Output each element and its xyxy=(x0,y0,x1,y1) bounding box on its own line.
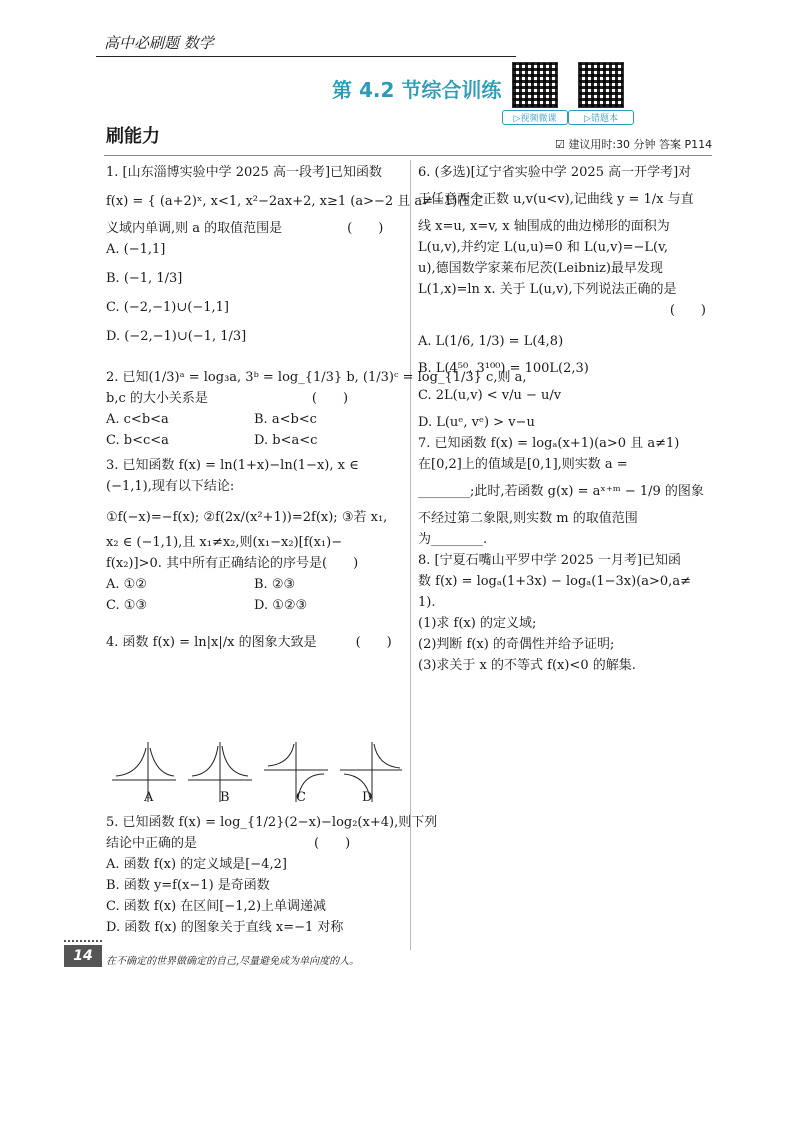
q8-line: 1). xyxy=(418,595,436,610)
left-column-bottom xyxy=(106,812,438,938)
q8-line: 8. [宁夏石嘴山平罗中学 2025 一月考]已知函 xyxy=(418,553,682,568)
q6-line: 线 x=u, x=v, x 轴围成的曲边梯形的面积为 xyxy=(418,219,670,234)
q4-graphs xyxy=(112,740,402,806)
q3-options xyxy=(106,574,402,595)
section-title: 第 4.2 节综合训练 xyxy=(332,78,502,102)
q2-option: A. c<b<a xyxy=(106,412,169,427)
graph-label: A xyxy=(144,790,154,805)
q5-option: D. 函数 f(x) 的图象关于直线 x=−1 对称 xyxy=(106,920,344,935)
q3-options xyxy=(106,595,402,616)
q7-line: ________;此时,若函数 g(x) = aˣ⁺ᵐ − 1/9 的图象 xyxy=(418,484,704,499)
q2-option: C. b<c<a xyxy=(106,433,169,448)
right-column xyxy=(418,162,714,676)
qr-code-video xyxy=(512,62,558,108)
q2-option: B. a<b<c xyxy=(254,412,317,427)
q5-line: 结论中正确的是 ( ) xyxy=(106,836,351,851)
q3-option: B. ②③ xyxy=(254,577,296,592)
q6-option: A. L(1/6, 1/3) = L(4,8) xyxy=(418,334,564,349)
q1-option: A. (−1,1] xyxy=(106,242,166,257)
q8-line: 数 f(x) = logₐ(1+3x) − logₐ(1−3x)(a>0,a≠ xyxy=(418,574,691,589)
q7-line: 为________. xyxy=(418,532,488,547)
suggested-time: ☑ 建议用时:30 分钟 答案 P114 xyxy=(555,138,713,151)
q8-part: (3)求关于 x 的不等式 f(x)<0 的解集. xyxy=(418,658,636,673)
q1-line: 1. [山东淄博实验中学 2025 高一段考]已知函数 xyxy=(106,165,383,180)
q5-line: 5. 已知函数 f(x) = log_{1/2}(2−x)−log₂(x+4),则下列 xyxy=(106,815,438,830)
qr-label-video: ▷视频微课 xyxy=(502,110,568,125)
q6-line: 于任意两个正数 u,v(u<v),记曲线 y = 1/x 与直 xyxy=(418,192,694,207)
q3-line: 3. 已知函数 f(x) = ln(1+x)−ln(1−x), x ∈ xyxy=(106,458,359,473)
q1-option: C. (−2,−1)∪(−1,1] xyxy=(106,300,229,315)
q8-part: (1)求 f(x) 的定义域; xyxy=(418,616,537,631)
q2-line: 2. 已知(1/3)ᵃ = log₃a, 3ᵇ = log_{1/3} b, (1/3)ᶜ = log_{1/3} c,则 a, xyxy=(106,370,527,385)
qr-label-errors: ▷错题本 xyxy=(568,110,634,125)
q1-option: B. (−1, 1/3] xyxy=(106,271,183,286)
q3-option: C. ①③ xyxy=(106,598,148,613)
section-rule xyxy=(104,155,712,156)
q1-option: D. (−2,−1)∪(−1, 1/3] xyxy=(106,329,247,344)
q2-option: D. b<a<c xyxy=(254,433,318,448)
q6-line: L(1,x)=ln x. 关于 L(u,v),下列说法正确的是 xyxy=(418,282,677,297)
q1-line: 义域内单调,则 a 的取值范围是 ( ) xyxy=(106,221,384,236)
badge-text: 刷能力 xyxy=(106,126,160,147)
q2-options xyxy=(106,409,402,430)
q6-option: D. L(uᵉ, vᵉ) > v−u xyxy=(418,415,535,430)
q7-line: 不经过第二象限,则实数 m 的取值范围 xyxy=(418,511,638,526)
q6-option: C. 2L(u,v) < v/u − u/v xyxy=(418,388,562,403)
graph-label: D xyxy=(362,790,373,805)
q8-part: (2)判断 f(x) 的奇偶性并给予证明; xyxy=(418,637,615,652)
q3-line: f(x₂)]>0. 其中所有正确结论的序号是( ) xyxy=(106,556,359,571)
q3-option: D. ①②③ xyxy=(254,598,308,613)
qr-code-errors xyxy=(578,62,624,108)
q7-line: 7. 已知函数 f(x) = logₐ(x+1)(a>0 且 a≠1) xyxy=(418,436,680,451)
q3-line: ①f(−x)=−f(x); ②f(2x/(x²+1))=2f(x); ③若 x₁, xyxy=(106,510,388,525)
column-divider xyxy=(410,160,411,950)
page-number: 14 xyxy=(64,945,102,967)
q6-line: L(u,v),并约定 L(u,u)=0 和 L(u,v)=−L(v, xyxy=(418,240,669,255)
ability-badge xyxy=(106,122,160,148)
q5-option: C. 函数 f(x) 在区间[−1,2)上单调递减 xyxy=(106,899,327,914)
graph-label: C xyxy=(296,790,306,805)
q5-option: B. 函数 y=f(x−1) 是奇函数 xyxy=(106,878,270,893)
q3-line: (−1,1),现有以下结论: xyxy=(106,479,235,494)
q3-option: A. ①② xyxy=(106,577,147,592)
q2-line: b,c 的大小关系是 ( ) xyxy=(106,391,349,406)
graph-label: B xyxy=(220,790,230,805)
footer-dots xyxy=(64,940,102,942)
q5-option: A. 函数 f(x) 的定义域是[−4,2] xyxy=(106,857,287,872)
footer-motto: 在不确定的世界做确定的自己,尽量避免成为单向度的人。 xyxy=(106,956,360,967)
q7-line: 在[0,2]上的值域是[0,1],则实数 a = xyxy=(418,457,628,472)
q6-line: u),德国数学家莱布尼茨(Leibniz)最早发现 xyxy=(418,261,663,276)
q2-options xyxy=(106,430,402,451)
q4-line: 4. 函数 f(x) = ln|x|/x 的图象大致是 ( ) xyxy=(106,635,392,650)
header-rule xyxy=(96,56,516,57)
q6-option: B. L(4⁵⁰, 3¹⁰⁰) = 100L(2,3) xyxy=(418,361,589,376)
q6-line: 6. (多选)[辽宁省实验中学 2025 高一开学考]对 xyxy=(418,165,692,180)
q3-line: x₂ ∈ (−1,1),且 x₁≠x₂,则(x₁−x₂)[f(x₁)− xyxy=(106,535,343,550)
q6-answer-blank: ( ) xyxy=(669,303,706,318)
q1-line: f(x) = { (a+2)ˣ, x<1, x²−2ax+2, x≥1 (a>−2 且 a≠−1)在定 xyxy=(106,194,484,209)
book-header: 高中必刷题 数学 xyxy=(104,34,214,52)
